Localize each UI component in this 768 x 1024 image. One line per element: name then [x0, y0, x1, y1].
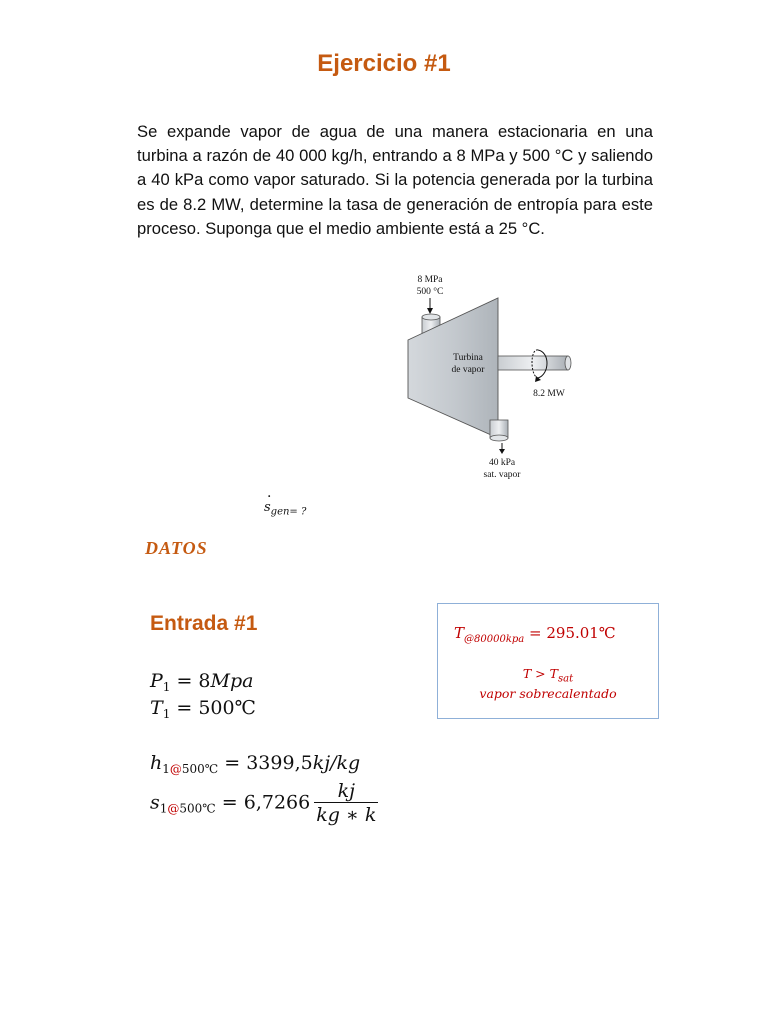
inlet-pipe-top	[422, 314, 440, 320]
s1-equation: $s_{1@500℃} = 6,7266$ $\frac{kj}{kg ∗ k}$	[150, 780, 377, 826]
sgen-subscript: gen= ?	[270, 506, 307, 518]
outlet-pressure-label: 40 kPa	[488, 458, 516, 468]
turbine-label-line2: de vapor	[451, 365, 485, 375]
h1-equation: $h_{1@500℃} = 3399,5kj/kg$	[150, 752, 361, 776]
problem-statement: Se expande vapor de agua de una manera estacionaria en una turbina a razón de 40 000 kg/h, entrando a 8 MPa y 500 °C y saliendo a 40 kPa como vapor saturado. Si la potencia generada por la turbina es de 8.2 MW, determine la tasa de generación de entropía para este proceso. Suponga que el medio ambiente está a 25 °C.	[137, 122, 653, 238]
tsat-equation: $T_{@80000kpa}$ = 295.01℃	[454, 624, 616, 645]
turbine-shaft	[498, 356, 568, 370]
saturation-box	[437, 603, 659, 719]
outlet-arrowhead	[499, 449, 505, 454]
s1-fraction: $\frac{kj}{kg ∗ k}$	[316, 780, 377, 826]
power-label: 8.2 MW	[533, 389, 565, 399]
outlet-state-label: sat. vapor	[483, 470, 521, 480]
inlet-arrowhead	[427, 308, 433, 314]
p1-equation: $P_1 = 8Mpa$	[150, 670, 254, 694]
entrada-heading: Entrada #1	[150, 612, 258, 635]
inlet-pressure-label: 8 MPa	[417, 275, 443, 285]
turbine-diagram	[398, 270, 588, 485]
inlet-temp-label: 500 °C	[416, 287, 444, 297]
page-title: Ejercicio #1	[317, 50, 451, 77]
state-label: vapor sobrecalentado	[479, 686, 617, 701]
t1-equation: $T_1$ = 500℃	[150, 697, 256, 721]
sgen-expression	[264, 500, 306, 518]
turbine-label-line1: Turbina	[453, 353, 483, 363]
datos-heading: DATOS	[145, 538, 208, 558]
sgen-symbol: · s	[264, 500, 271, 515]
tsat-comparison: $T > T_{sat}$	[522, 666, 574, 685]
shaft-end	[565, 356, 571, 370]
